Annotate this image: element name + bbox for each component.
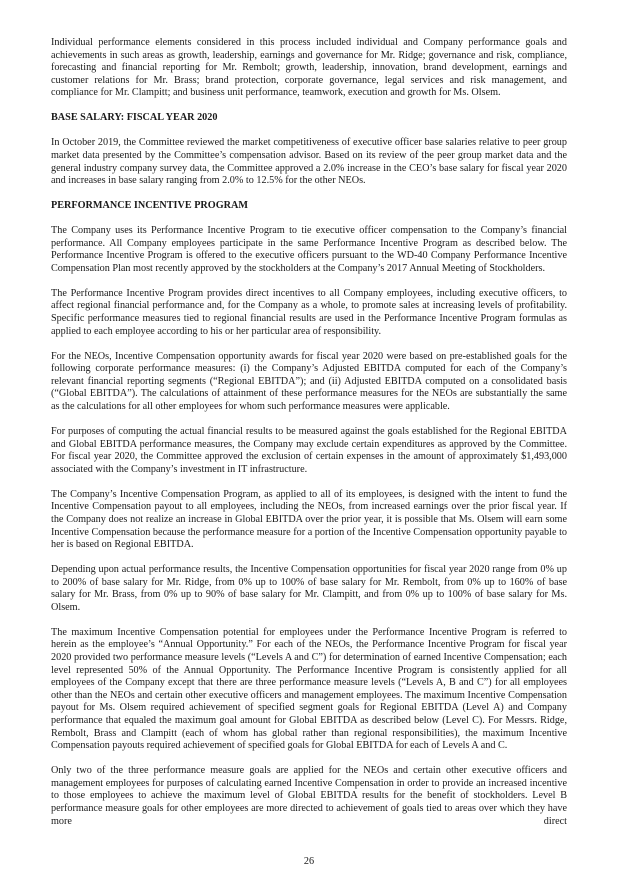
paragraph-annual-opportunity: The maximum Incentive Compensation potential for employees under the Performance Incentive Program is referred to herein as the employee’s “Annual Opportunity.” For each of the NEOs, the Performance Incentive Program for fiscal year 2020 provided two performance measure levels (“Levels A and C”) for determination of earned Incentive Compensation; each level represented 50% of the Annual Opportunity. The Performance Incentive Program is consistently applied for all employees of the Company except that there are three performance measure levels (“Levels A, B and C”) for all employees other than the NEOs and certain other executive officers and management employees. The maximum Incentive Compensation payout for Ms. Olsem required achievement of specified segment goals for Regional EBITDA (Level A) and Company performance that equaled the maximum goal amount for Global EBITDA as described below (Level C). For Messrs. Ridge, Rembolt, Brass and Clampitt (each of whom has global rather than regional responsibilities), the maximum Incentive Compensation payouts required achievement of specified goals for Global EBITDA for each of Levels A and C. xyxy=(51,626,567,752)
paragraph-program-overview: The Company uses its Performance Incentive Program to tie executive officer compensation to the Company’s financial performance. All Company employees participate in the same Performance Incentive Program as described below. The Performance Incentive Program is offered to the executive officers pursuant to the WD-40 Company Performance Incentive Compensation Plan most recently approved by the stockholders at the Company’s 2017 Annual Meeting of Stockholders. xyxy=(51,225,567,274)
paragraph-direct-incentives: The Performance Incentive Program provides direct incentives to all Company employees, including executive officers, to affect regional financial performance and, for the Company as a whole, to promote sales at increasing levels of profitability. Specific performance measures tied to regional financial results are used in the Performance Incentive Program formulas as applied to each employee according to his or her particular area of responsibility. xyxy=(51,287,567,337)
paragraph-excluded-expenditures: For purposes of computing the actual financial results to be measured against the goals established for the Regional EBITDA and Global EBITDA performance measures, the Company may exclude certain expenditures as approved by the Committee. For fiscal year 2020, the Committee approved the exclusion of certain expenses in the amount of approximately $1,493,000 associated with the Company’s investment in IT infrastructure. xyxy=(51,425,567,475)
paragraph-individual-performance: Individual performance elements considered in this process included individual and Company performance goals and achievements in such areas as growth, leadership, earnings and governance for Mr. Ridge; governance and risk, compliance, forecasting and financial reporting for Mr. Rembolt; growth, leadership, innovation, brand development, earnings and customer relations for Mr. Brass; brand protection, corporate governance, legal services and risk management, and compliance for Mr. Clampitt; and business unit performance, teamwork, execution and growth for Ms. Olsem. xyxy=(51,37,567,99)
paragraph-base-salary: In October 2019, the Committee reviewed the market competitiveness of executive officer base salaries relative to peer group market data presented by the Committee’s compensation advisor. Based on its review of the peer group market data and the general industry company survey data, the Committee approved a 2.0% increase in the CEO’s base salary for fiscal year 2020 and increases in base salary ranging from 2.0% to 12.5% for the other NEOs. xyxy=(51,137,567,187)
heading-base-salary: BASE SALARY: FISCAL YEAR 2020 xyxy=(51,112,218,124)
document-page xyxy=(51,0,567,828)
paragraph-measure-goals: Only two of the three performance measure goals are applied for the NEOs and certain other executive officers and management employees for purposes of calculating earned Incentive Compensation in order to provide an increased incentive to those employees to achieve the maximum level of Global EBITDA results for the benefit of stockholders. Level B performance measure goals for other employees are more directed to achievement of goals tied to areas over which they have more direct xyxy=(51,765,567,827)
page-number: 26 xyxy=(303,856,315,868)
paragraph-opportunity-ranges: Depending upon actual performance results, the Incentive Compensation opportunities for fiscal year 2020 range from 0% up to 200% of base salary for Mr. Ridge, from 0% up to 100% of base salary for Mr. Rembolt, from 0% up to 160% of base salary for Mr. Brass, from 0% up to 90% of base salary for Mr. Clampitt, and from 0% up to 100% of base salary for Ms. Olsem. xyxy=(51,564,567,613)
paragraph-neo-goals: For the NEOs, Incentive Compensation opportunity awards for fiscal year 2020 were based on pre-established goals for the following corporate performance measures: (i) the Company’s Adjusted EBITDA computed for each of the Company’s relevant financial reporting segments (“Regional EBITDA”); and (ii) Adjusted EBITDA computed on a consolidated basis (“Global EBITDA”). The calculations of attainment of these performance measures for the NEOs are substantially the same as the calculations for all other employees for whom such performance measures were applicable. xyxy=(51,350,567,412)
heading-performance-incentive-program: PERFORMANCE INCENTIVE PROGRAM xyxy=(51,200,248,212)
paragraph-funding-intent: The Company’s Incentive Compensation Program, as applied to all of its employees, is designed with the intent to fund the Incentive Compensation payout to all employees, including the NEOs, from increased earnings over the prior fiscal year. If the Company does not realize an increase in Global EBITDA over the prior year, it is possible that Ms. Olsem will earn some Incentive Compensation because the performance measure for a portion of the Incentive Compensation opportunity payable to her is based on Regional EBITDA. xyxy=(51,488,567,551)
